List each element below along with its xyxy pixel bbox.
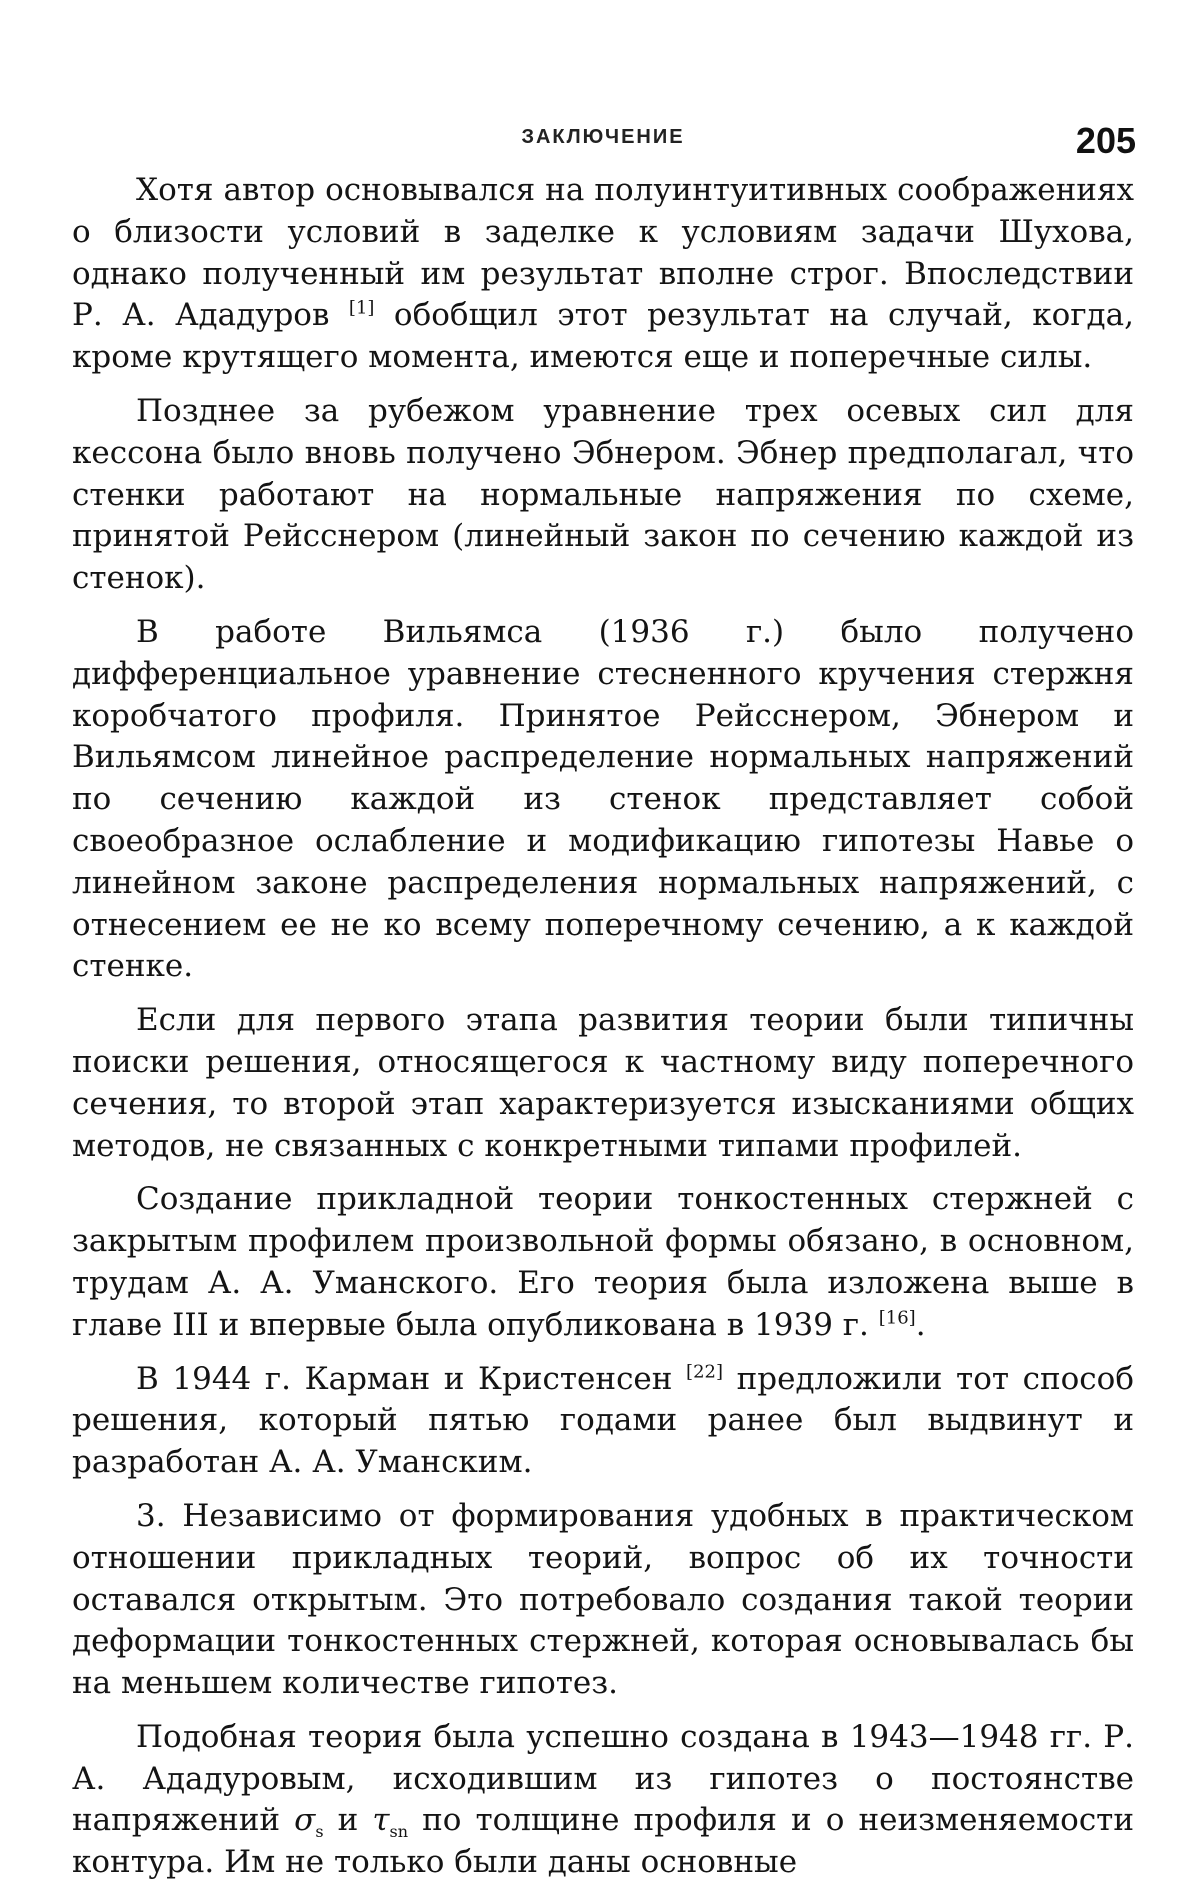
- paragraph-7: 3. Независимо от формирования удобных в практическом отношении прикладных теорий, вопрос об их точности оставался открытым. Это потребовало создания такой теории деформации тонкостенных стержней, которая основывалась бы на меньшем количестве гипотез.: [72, 1497, 1134, 1702]
- sigma-subscript: s: [315, 1822, 324, 1842]
- page-body: [72, 170, 1134, 1884]
- paragraph-5-text-a: Создание прикладной теории тонкостенных стержней с закрытым профилем произвольной формы обязано, в основном, трудам А. А. Уманского. Его теория была изложена выше в главе III и впервые была опубликована в 1939 г.: [72, 1181, 1134, 1343]
- paragraph-6-text-a: В 1944 г. Карман и Кристенсен: [136, 1360, 687, 1397]
- paragraph-5-text-b: .: [915, 1306, 926, 1343]
- paragraph-2: Позднее за рубежом уравнение трех осевых сил для кессона было вновь получено Эбнером. Эбнер предполагал, что стенки работают на нормальные напряжения по схеме, принятой Рейсснером (линейный закон по сечению каждой из стенок).: [72, 392, 1134, 597]
- paragraph-8-text-c: по толщине профиля и о неизменяемости контура. Им не только были даны основные: [72, 1802, 1134, 1881]
- sigma-symbol: σ: [294, 1802, 316, 1839]
- tau-symbol: τ: [372, 1802, 390, 1839]
- running-title: ЗАКЛЮЧЕНИЕ: [521, 126, 685, 148]
- paragraph-1: [72, 170, 1134, 379]
- paragraph-6: [72, 1359, 1134, 1484]
- tau-subscript: sn: [389, 1822, 409, 1842]
- paragraph-4: Если для первого этапа развития теории были типичны поиски решения, относящегося к частному виду поперечного сечения, то второй этап характеризуется изысканиями общих методов, не связанных с конкретными типами профилей.: [72, 1002, 1134, 1164]
- paragraph-8-text-b: и: [323, 1802, 373, 1839]
- paragraph-5: [72, 1179, 1134, 1346]
- paragraph-1-text-a: Хотя автор основывался на полуинтуитивных соображениях о близости условий в заделке к условиям задачи Шухова, однако полученный им результат вполне строг. Впоследствии Р. А. Ададуров: [72, 172, 1134, 334]
- citation-16: [16]: [878, 1307, 916, 1329]
- book-page: [72, 100, 1136, 1881]
- paragraph-8-text-a: Подобная теория была успешно создана в 1943—1948 гг. Р. А. Ададуровым, исходившим из гипотез о постоянстве напряжений: [72, 1718, 1134, 1839]
- paragraph-1-text-b: обобщил этот результат на случай, когда, кроме крутящего момента, имеются еще и поперечные силы.: [72, 297, 1134, 376]
- paragraph-6-text-b: предложили тот способ решения, который пятью годами ранее был выдвинут и разработан А. А. Уманским.: [72, 1360, 1134, 1481]
- citation-1: [1]: [348, 298, 375, 320]
- paragraph-8: [72, 1717, 1134, 1884]
- citation-22: [22]: [686, 1361, 723, 1383]
- paragraph-3: В работе Вильямса (1936 г.) было получено дифференциальное уравнение стесненного кручения стержня коробчатого профиля. Принятое Рейсснером, Эбнером и Вильямсом линейное распределение нормальных напряжений по сечению каждой из стенок представляет собой своеобразное ослабление и модификацию гипотезы Навье о линейном законе распределения нормальных напряжений, с отнесением ее не ко всему поперечному сечению, а к каждой стенке.: [72, 613, 1134, 985]
- page-number: 205: [1075, 120, 1136, 161]
- page-header: [72, 100, 1134, 162]
